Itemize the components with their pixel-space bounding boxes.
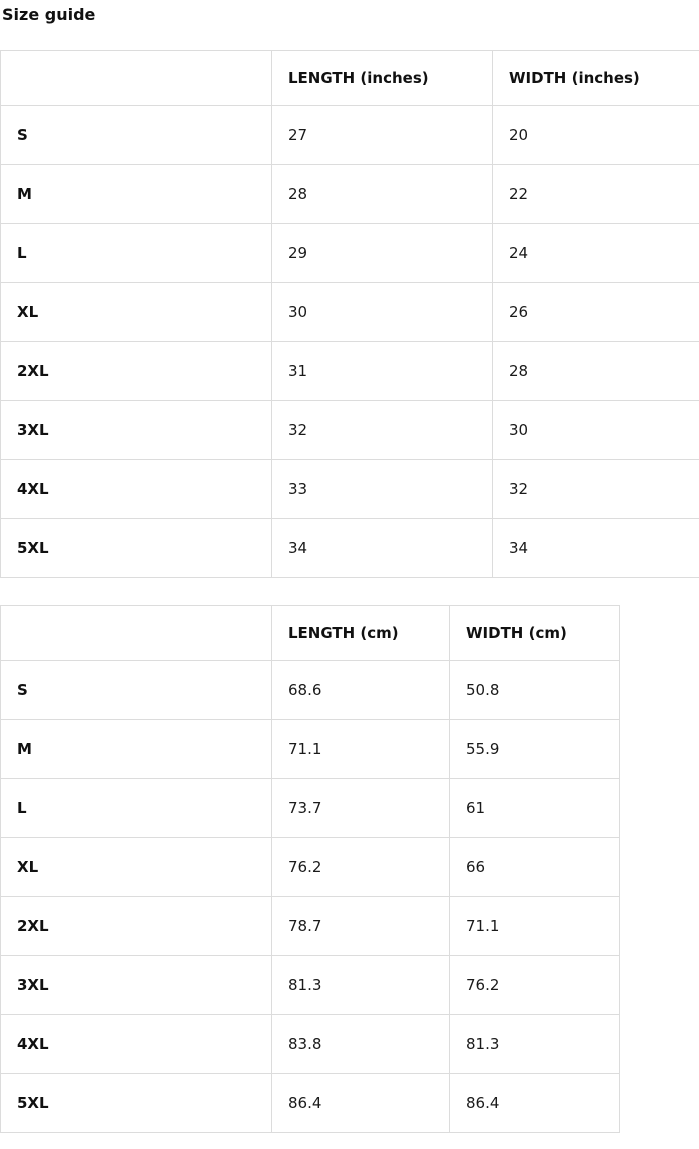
table-header-row — [1, 51, 699, 106]
cell-size: 4XL — [1, 1015, 272, 1074]
cell-size: 5XL — [1, 519, 272, 578]
cell-size: 4XL — [1, 460, 272, 519]
page-title: Size guide — [0, 4, 699, 26]
cell-width: 26 — [493, 283, 699, 342]
table-row — [1, 1074, 620, 1133]
cell-width: 50.8 — [450, 661, 620, 720]
cell-size: M — [1, 720, 272, 779]
table-inches-body — [1, 106, 699, 578]
cell-size: 3XL — [1, 956, 272, 1015]
cell-length: 27 — [272, 106, 493, 165]
cell-length: 30 — [272, 283, 493, 342]
column-header-length: LENGTH (cm) — [272, 606, 450, 661]
cell-size: XL — [1, 838, 272, 897]
cell-length: 28 — [272, 165, 493, 224]
table-row — [1, 224, 699, 283]
cell-width: 24 — [493, 224, 699, 283]
cell-length: 34 — [272, 519, 493, 578]
cell-width: 20 — [493, 106, 699, 165]
cell-length: 32 — [272, 401, 493, 460]
table-row — [1, 956, 620, 1015]
cell-length: 31 — [272, 342, 493, 401]
cell-length: 83.8 — [272, 1015, 450, 1074]
cell-length: 29 — [272, 224, 493, 283]
table-row — [1, 897, 620, 956]
cell-width: 86.4 — [450, 1074, 620, 1133]
cell-width: 55.9 — [450, 720, 620, 779]
cell-width: 32 — [493, 460, 699, 519]
table-row — [1, 401, 699, 460]
table-row — [1, 283, 699, 342]
table-cm-body — [1, 661, 620, 1133]
column-header-length: LENGTH (inches) — [272, 51, 493, 106]
cell-length: 71.1 — [272, 720, 450, 779]
column-header-width: WIDTH (inches) — [493, 51, 699, 106]
table-row — [1, 342, 699, 401]
cell-width: 76.2 — [450, 956, 620, 1015]
column-header-width: WIDTH (cm) — [450, 606, 620, 661]
cell-width: 66 — [450, 838, 620, 897]
table-row — [1, 1015, 620, 1074]
cell-length: 33 — [272, 460, 493, 519]
cell-width: 22 — [493, 165, 699, 224]
cell-size: 5XL — [1, 1074, 272, 1133]
size-guide-page — [0, 4, 699, 1133]
cell-width: 28 — [493, 342, 699, 401]
size-table-cm — [0, 605, 620, 1133]
column-header-size — [1, 606, 272, 661]
table-row — [1, 106, 699, 165]
column-header-size — [1, 51, 272, 106]
cell-width: 71.1 — [450, 897, 620, 956]
table-header-row — [1, 606, 620, 661]
cell-size: L — [1, 779, 272, 838]
table-row — [1, 165, 699, 224]
cell-width: 61 — [450, 779, 620, 838]
cell-size: S — [1, 661, 272, 720]
table-row — [1, 460, 699, 519]
cell-size: 3XL — [1, 401, 272, 460]
cell-length: 68.6 — [272, 661, 450, 720]
size-table-inches — [0, 50, 699, 578]
cell-length: 78.7 — [272, 897, 450, 956]
table-row — [1, 661, 620, 720]
table-row — [1, 779, 620, 838]
table-row — [1, 720, 620, 779]
cell-length: 81.3 — [272, 956, 450, 1015]
cell-size: XL — [1, 283, 272, 342]
cell-width: 30 — [493, 401, 699, 460]
cell-size: S — [1, 106, 272, 165]
cell-size: 2XL — [1, 897, 272, 956]
table-row — [1, 838, 620, 897]
table-cm-header — [1, 606, 620, 661]
cell-size: 2XL — [1, 342, 272, 401]
cell-width: 34 — [493, 519, 699, 578]
table-row — [1, 519, 699, 578]
cell-width: 81.3 — [450, 1015, 620, 1074]
cell-length: 86.4 — [272, 1074, 450, 1133]
cell-size: M — [1, 165, 272, 224]
table-inches-header — [1, 51, 699, 106]
cell-length: 73.7 — [272, 779, 450, 838]
cell-size: L — [1, 224, 272, 283]
cell-length: 76.2 — [272, 838, 450, 897]
